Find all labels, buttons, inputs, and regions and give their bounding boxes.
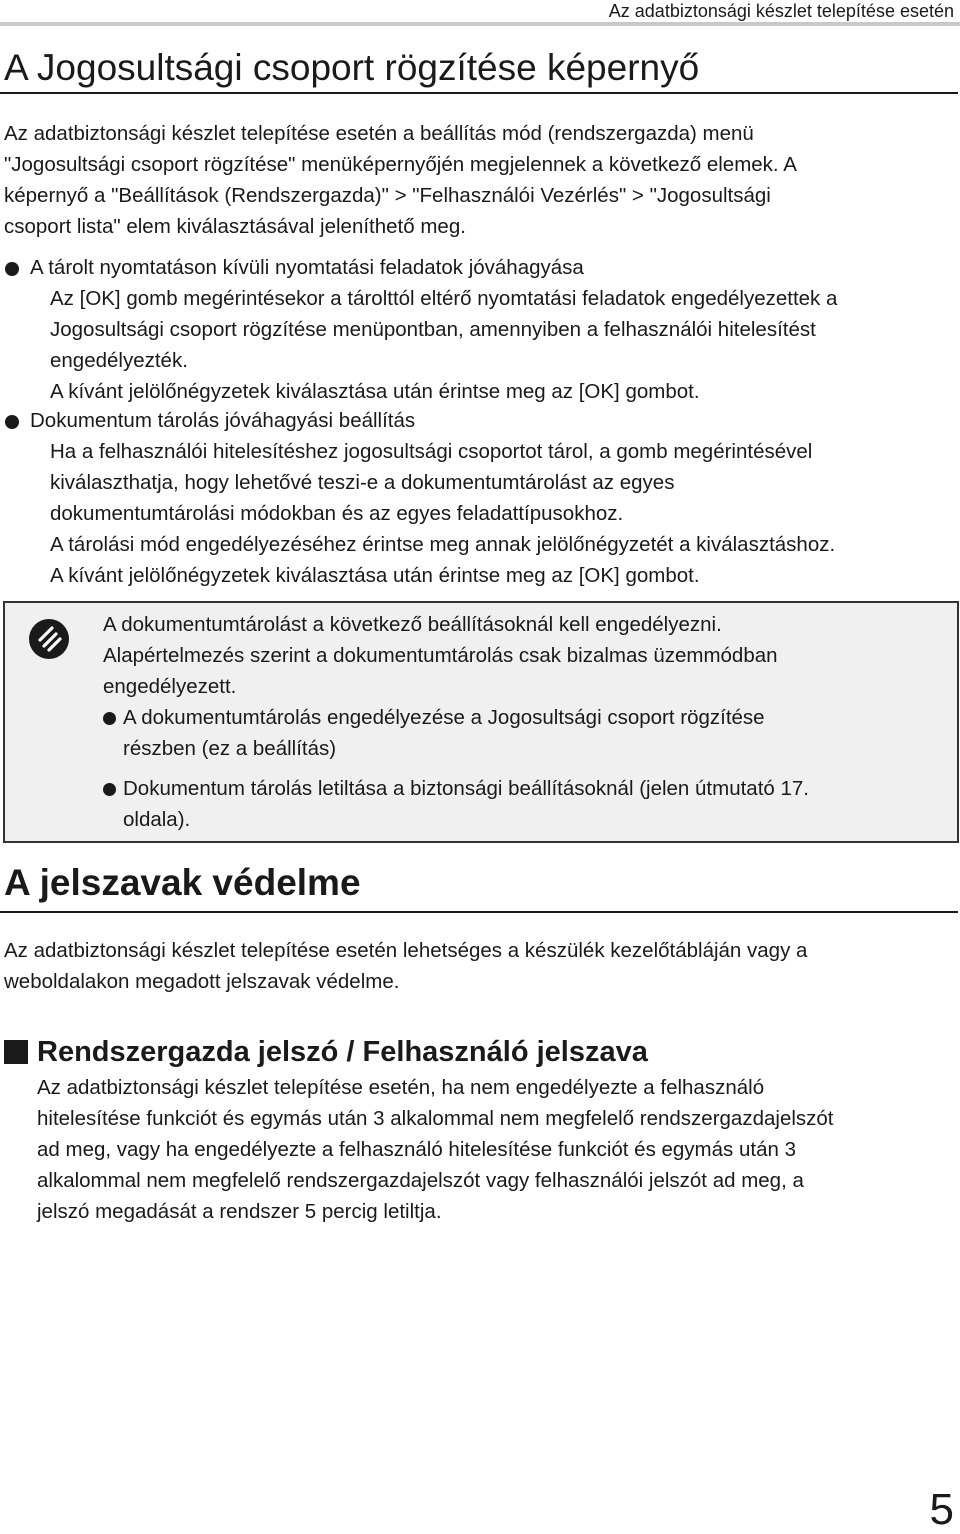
text-line: Jogosultsági csoport rögzítése menüpontban, amennyiben a felhasználói hitelesítést [50,318,816,341]
section-title-password-protection: A jelszavak védelme [4,862,361,903]
note-line: A dokumentumtárolást a következő beállításoknál kell engedélyezni. [103,613,722,636]
text-line: A kívánt jelölőnégyzetek kiválasztása után érintse meg az [OK] gombot. [50,380,700,403]
text-line: A tárolási mód engedélyezéséhez érintse meg annak jelölőnégyzetét a kiválasztáshoz. [50,533,836,556]
section2-paragraph [4,935,954,997]
note-box [3,601,959,843]
bullet-item-print-approval [4,252,960,407]
heading-square-icon [4,1040,28,1064]
text-line: A kívánt jelölőnégyzetek kiválasztása után érintse meg az [OK] gombot. [50,564,700,587]
header-bar [0,22,960,26]
title-underline [0,92,958,94]
bullet-dot-icon [5,262,19,276]
note-bullet-item [103,773,943,835]
note-line: Dokumentum tárolás letiltása a biztonsági beállításoknál (jelen útmutató 17. [123,777,809,800]
text-line: csoport lista" elem kiválasztásával jeleníthető meg. [4,215,466,238]
text-line: weboldalakon megadott jelszavak védelme. [4,970,400,993]
bullet-heading: Dokumentum tárolás jóváhagyási beállítás [30,409,416,432]
note-line: A dokumentumtárolás engedélyezése a Jogosultsági csoport rögzítése [123,706,765,729]
note-bullet-item [103,702,943,764]
text-line: Az [OK] gomb megérintésekor a tárolttól eltérő nyomtatási feladatok engedélyezettek a [50,287,838,310]
pencil-note-icon [28,618,70,660]
section-title-authority-group: A Jogosultsági csoport rögzítése képernyő [4,47,700,88]
text-line: Ha a felhasználói hitelesítéshez jogosultsági csoportot tárol, a gomb megérintésével [50,440,813,463]
bullet-dot-icon [5,415,19,429]
text-line: Az adatbiztonsági készlet telepítése esetén a beállítás mód (rendszergazda) menü [4,122,754,145]
text-line: hitelesítése funkciót és egymás után 3 alkalommal nem megfelelő rendszergazdajelszót [37,1107,834,1130]
bullet-dot-icon [103,783,116,796]
text-line: képernyő a "Beállítások (Rendszergazda)" > "Felhasználói Vezérlés" > "Jogosultsági [4,184,771,207]
note-line: Alapértelmezés szerint a dokumentumtárolás csak bizalmas üzemmódban [103,644,778,667]
bullet-item-document-filing [4,405,960,591]
text-line: engedélyezték. [50,349,188,372]
text-line: ad meg, vagy ha engedélyezte a felhasználó hitelesítése funkciót és egymás után 3 [37,1138,796,1161]
page-number: 5 [929,1485,954,1534]
subsection-title: Rendszergazda jelszó / Felhasználó jelszava [37,1036,648,1068]
intro-paragraph [4,118,954,242]
note-line: oldala). [123,808,191,831]
note-line: engedélyezett. [103,675,237,698]
text-line: "Jogosultsági csoport rögzítése" menüképernyőjén megjelennek a következő elemek. A [4,153,797,176]
text-line: kiválaszthatja, hogy lehetővé teszi-e a dokumentumtárolást az egyes [50,471,675,494]
title-underline [0,911,958,913]
bullet-heading: A tárolt nyomtatáson kívüli nyomtatási feladatok jóváhagyása [30,256,584,279]
note-line: részben (ez a beállítás) [123,737,337,760]
text-line: dokumentumtárolási módokban és az egyes feladattípusokhoz. [50,502,624,525]
bullet-dot-icon [103,712,116,725]
text-line: Az adatbiztonsági készlet telepítése esetén, ha nem engedélyezte a felhasználó [37,1076,765,1099]
running-head: Az adatbiztonsági készlet telepítése esetén [608,1,954,21]
section3-paragraph [37,1072,957,1227]
text-line: alkalommal nem megfelelő rendszergazdajelszót vagy felhasználói jelszót ad meg, a [37,1169,804,1192]
text-line: Az adatbiztonsági készlet telepítése esetén lehetséges a készülék kezelőtábláján vagy a [4,939,808,962]
text-line: jelszó megadását a rendszer 5 percig letiltja. [37,1200,442,1223]
